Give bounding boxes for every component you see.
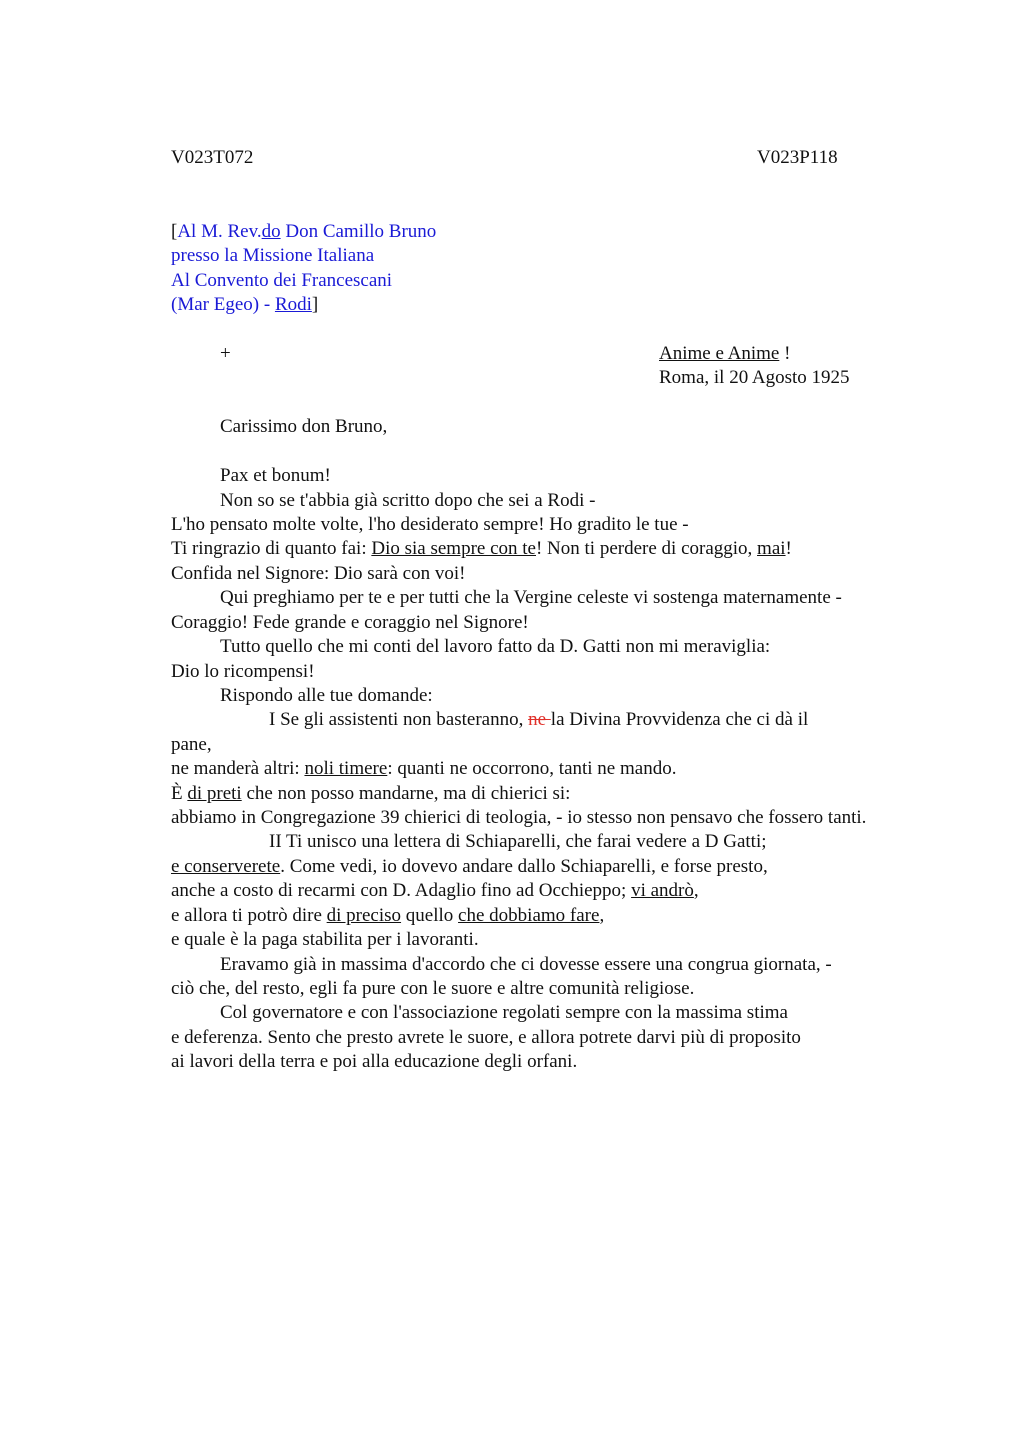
document-code-right: V023P118 [757, 147, 838, 168]
body-line-21: Eravamo già in massima d'accordo che ci dovesse essere una congrua giornata, - [220, 954, 832, 975]
body-line-18-underline: vi andrò [631, 880, 694, 901]
body-line-1: Pax et bonum! [220, 465, 331, 486]
body-line-20: e quale è la paga stabilita per i lavoranti. [171, 929, 479, 950]
body-line-4 [171, 537, 792, 561]
motto [659, 342, 790, 366]
body-line-4-e: ! [785, 538, 792, 559]
motto-text: Anime e Anime [659, 343, 780, 364]
body-line-14-c: che non posso mandarne, ma di chierici si: [241, 783, 571, 804]
body-line-19-underline-1: di preciso [326, 905, 402, 926]
body-line-18-c: , [693, 880, 699, 901]
body-line-11-a: I Se gli assistenti non basteranno, [269, 709, 529, 730]
address-open-bracket: [ [171, 221, 178, 242]
address-line-3: Al Convento dei Francescani [171, 270, 393, 291]
body-line-4-a: Ti ringrazio di quanto fai: [171, 538, 372, 559]
body-line-12: pane, [171, 734, 212, 755]
body-line-7: Coraggio! Fede grande e coraggio nel Signore! [171, 612, 529, 633]
body-line-19-a: e allora ti potrò dire [171, 905, 327, 926]
body-line-4-underline-2: mai [757, 538, 786, 559]
body-line-13 [171, 757, 676, 781]
body-line-8: Tutto quello che mi conti del lavoro fatto da D. Gatti non mi meraviglia: [220, 636, 771, 657]
body-line-3: L'ho pensato molte volte, l'ho desiderato sempre! Ho gradito le tue - [171, 514, 689, 535]
place-date: Roma, il 20 Agosto 1925 [659, 367, 850, 388]
body-line-15: abbiamo in Congregazione 39 chierici di teologia, - io stesso non pensavo che fossero tanti. [171, 807, 867, 828]
body-line-18-a: anche a costo di recarmi con D. Adaglio fino ad Occhieppo; [171, 880, 632, 901]
address-line-1 [171, 220, 436, 244]
cross-mark: + [220, 343, 231, 364]
body-line-4-c: ! Non ti perdere di coraggio, [535, 538, 758, 559]
body-line-18 [171, 879, 699, 903]
body-line-5: Confida nel Signore: Dio sarà con voi! [171, 563, 466, 584]
document-code-left: V023T072 [171, 147, 254, 168]
body-line-19-underline-2: che dobbiamo fare [458, 905, 600, 926]
address-line-1-post: Don Camillo Bruno [280, 221, 437, 242]
body-line-14-underline: di preti [187, 783, 242, 804]
address-line-2: presso la Missione Italiana [171, 245, 375, 266]
address-line-4 [171, 293, 318, 317]
body-line-13-c: : quanti ne occorrono, tanti ne mando. [387, 758, 677, 779]
body-line-2: Non so se t'abbia già scritto dopo che sei a Rodi - [220, 490, 596, 511]
address-line-4-rodi: Rodi [274, 294, 312, 315]
body-line-24: e deferenza. Sento che presto avrete le suore, e allora potrete darvi più di proposito [171, 1027, 801, 1048]
address-line-1-pre: Al M. Rev. [177, 221, 262, 242]
body-line-13-underline: noli timere [304, 758, 388, 779]
address-line-4-pre: (Mar Egeo) - [171, 294, 275, 315]
body-line-19 [171, 904, 604, 928]
address-close-bracket: ] [311, 294, 319, 315]
body-line-11 [269, 708, 808, 732]
body-line-25: ai lavori della terra e poi alla educazione degli orfani. [171, 1051, 578, 1072]
body-line-17-underline: e conserverete [171, 856, 281, 877]
body-line-11-b: la Divina Provvidenza che ci dà il [550, 709, 809, 730]
body-line-14 [171, 782, 570, 806]
body-line-14-a: È [171, 783, 188, 804]
motto-suffix: ! [779, 343, 791, 364]
body-line-9: Dio lo ricompensi! [171, 661, 315, 682]
address-line-1-do: do [261, 221, 281, 242]
body-line-19-c: quello [401, 905, 459, 926]
body-line-4-underline-1: Dio sia sempre con te [371, 538, 536, 559]
body-line-10: Rispondo alle tue domande: [220, 685, 433, 706]
body-line-16: II Ti unisco una lettera di Schiaparelli, che farai vedere a D Gatti; [269, 831, 767, 852]
body-line-17 [171, 855, 768, 879]
body-line-23: Col governatore e con l'associazione regolati sempre con la massima stima [220, 1002, 788, 1023]
salutation: Carissimo don Bruno, [220, 416, 388, 437]
body-line-17-b: . Come vedi, io dovevo andare dallo Schiaparelli, e forse presto, [280, 856, 768, 877]
body-line-11-deletion: ne [528, 709, 551, 730]
body-line-6: Qui preghiamo per te e per tutti che la Vergine celeste vi sostenga maternamente - [220, 587, 842, 608]
body-line-19-e: , [599, 905, 605, 926]
body-line-22: ciò che, del resto, egli fa pure con le suore e altre comunità religiose. [171, 978, 695, 999]
body-line-13-a: ne manderà altri: [171, 758, 305, 779]
